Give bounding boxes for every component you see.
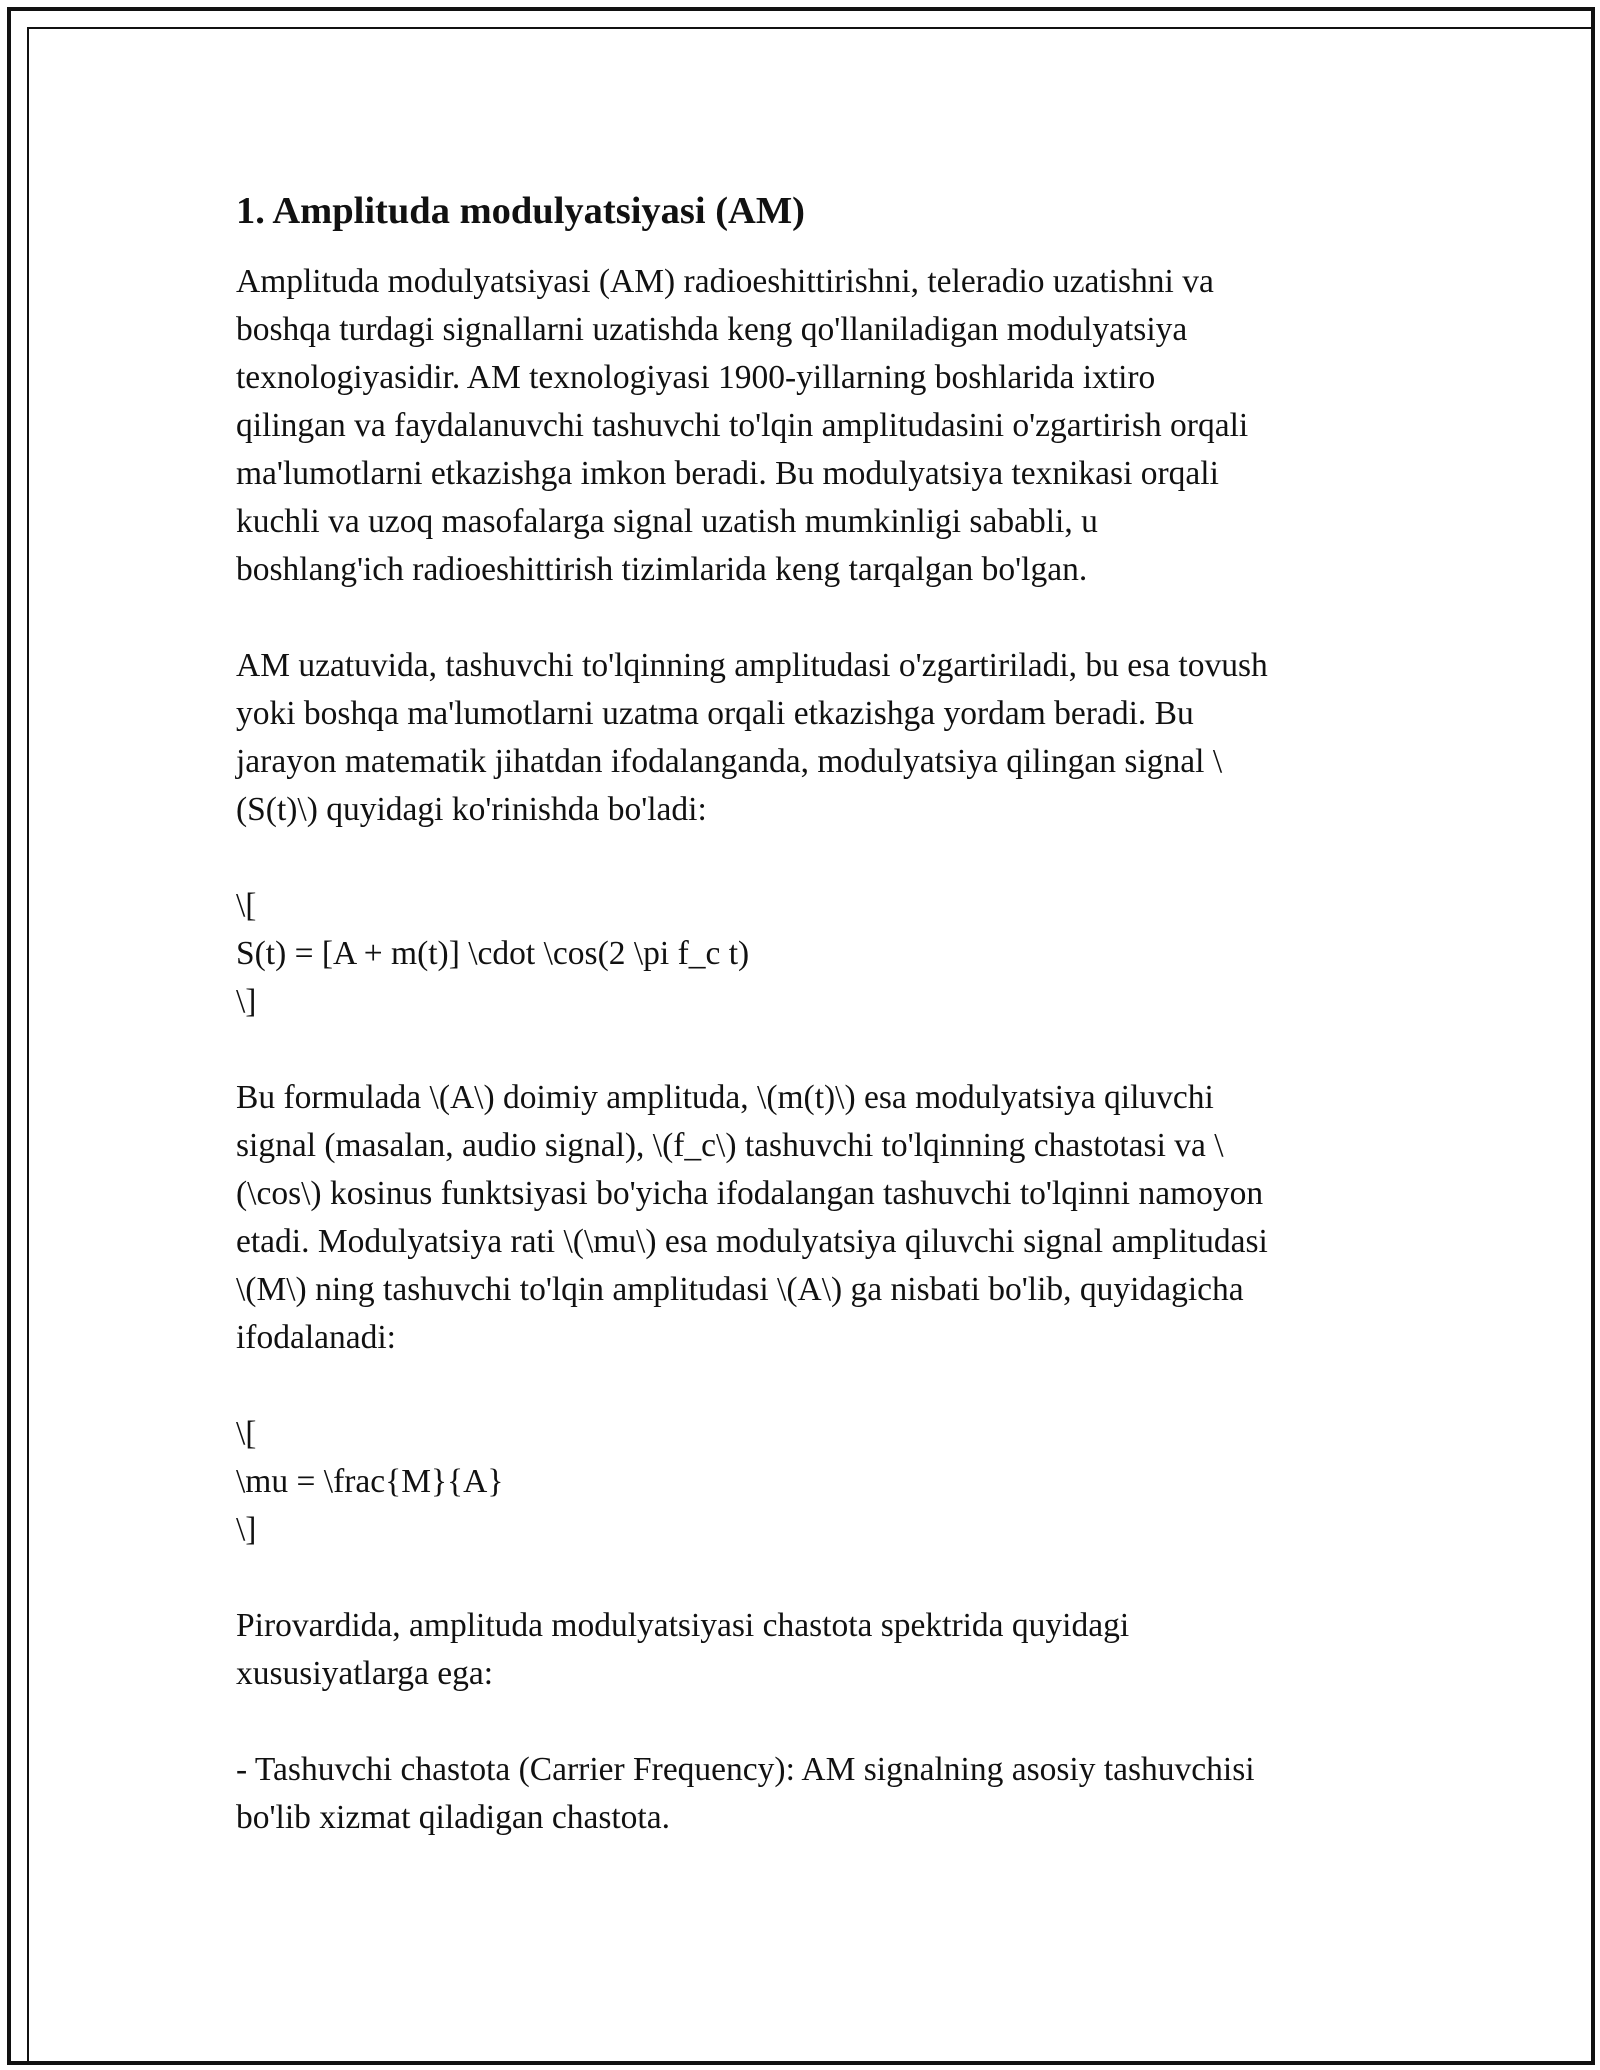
paragraph-formula-explanation	[236, 1074, 1366, 1362]
paragraph-spacer	[236, 594, 1366, 642]
paragraph-intro	[236, 258, 1366, 594]
text-line: Pirovardida, amplituda modulyatsiyasi chastota spektrida quyidagi	[236, 1607, 1130, 1644]
paragraph-spacer	[236, 834, 1366, 882]
formula-signal	[236, 882, 1366, 1026]
paragraph-am-transmission	[236, 642, 1366, 834]
formula-line: \[	[236, 1415, 257, 1452]
text-line: boshqa turdagi signallarni uzatishda keng qo'llaniladigan modulyatsiya	[236, 311, 1188, 348]
text-line: \(M\) ning tashuvchi to'lqin amplitudasi \(A\) ga nisbati bo'lib, quyidagicha	[236, 1271, 1244, 1308]
formula-line: S(t) = [A + m(t)] \cdot \cos(2 \pi f_c t)	[236, 935, 750, 972]
text-line: Bu formulada \(A\) doimiy amplituda, \(m(t)\) esa modulyatsiya qiluvchi	[236, 1079, 1214, 1116]
text-line: xususiyatlarga ega:	[236, 1655, 494, 1692]
text-line: ifodalanadi:	[236, 1319, 396, 1356]
section-heading: 1. Amplituda modulyatsiyasi (AM)	[236, 190, 806, 232]
text-line: AM uzatuvida, tashuvchi to'lqinning amplitudasi o'zgartiriladi, bu esa tovush	[236, 647, 1268, 684]
paragraph-spacer	[236, 1026, 1366, 1074]
paragraph-spacer	[236, 1698, 1366, 1746]
text-line: ma'lumotlarni etkazishga imkon beradi. Bu modulyatsiya texnikasi orqali	[236, 455, 1219, 492]
document-body	[236, 186, 1366, 1842]
text-line: jarayon matematik jihatdan ifodalanganda, modulyatsiya qilingan signal \	[236, 743, 1223, 780]
text-line: texnologiyasidir. AM texnologiyasi 1900-yillarning boshlarida ixtiro	[236, 359, 1156, 396]
text-line: yoki boshqa ma'lumotlarni uzatma orqali etkazishga yordam beradi. Bu	[236, 695, 1194, 732]
paragraph-spacer	[236, 1554, 1366, 1602]
formula-line: \mu = \frac{M}{A}	[236, 1463, 504, 1500]
paragraph-spacer	[236, 1362, 1366, 1410]
list-item-carrier-frequency	[236, 1746, 1366, 1842]
text-line: boshlang'ich radioeshittirish tizimlarida keng tarqalgan bo'lgan.	[236, 551, 1088, 588]
text-line: - Tashuvchi chastota (Carrier Frequency): AM signalning asosiy tashuvchisi	[236, 1751, 1255, 1788]
formula-line: \[	[236, 887, 257, 924]
formula-line: \]	[236, 1511, 257, 1548]
paragraph-spectrum	[236, 1602, 1366, 1698]
text-line: etadi. Modulyatsiya rati \(\mu\) esa modulyatsiya qiluvchi signal amplitudasi	[236, 1223, 1268, 1260]
formula-line: \]	[236, 983, 257, 1020]
text-line: signal (masalan, audio signal), \(f_c\) tashuvchi to'lqinning chastotasi va \	[236, 1127, 1224, 1164]
text-line: (\cos\) kosinus funktsiyasi bo'yicha ifodalangan tashuvchi to'lqinni namoyon	[236, 1175, 1264, 1212]
text-line: qilingan va faydalanuvchi tashuvchi to'lqin amplitudasini o'zgartirish orqali	[236, 407, 1249, 444]
formula-modulation-index	[236, 1410, 1366, 1554]
text-line: kuchli va uzoq masofalarga signal uzatish mumkinligi sababli, u	[236, 503, 1098, 540]
text-line: Amplituda modulyatsiyasi (AM) radioeshittirishni, teleradio uzatishni va	[236, 263, 1214, 300]
text-line: (S(t)\) quyidagi ko'rinishda bo'ladi:	[236, 791, 707, 828]
text-line: bo'lib xizmat qiladigan chastota.	[236, 1799, 670, 1836]
